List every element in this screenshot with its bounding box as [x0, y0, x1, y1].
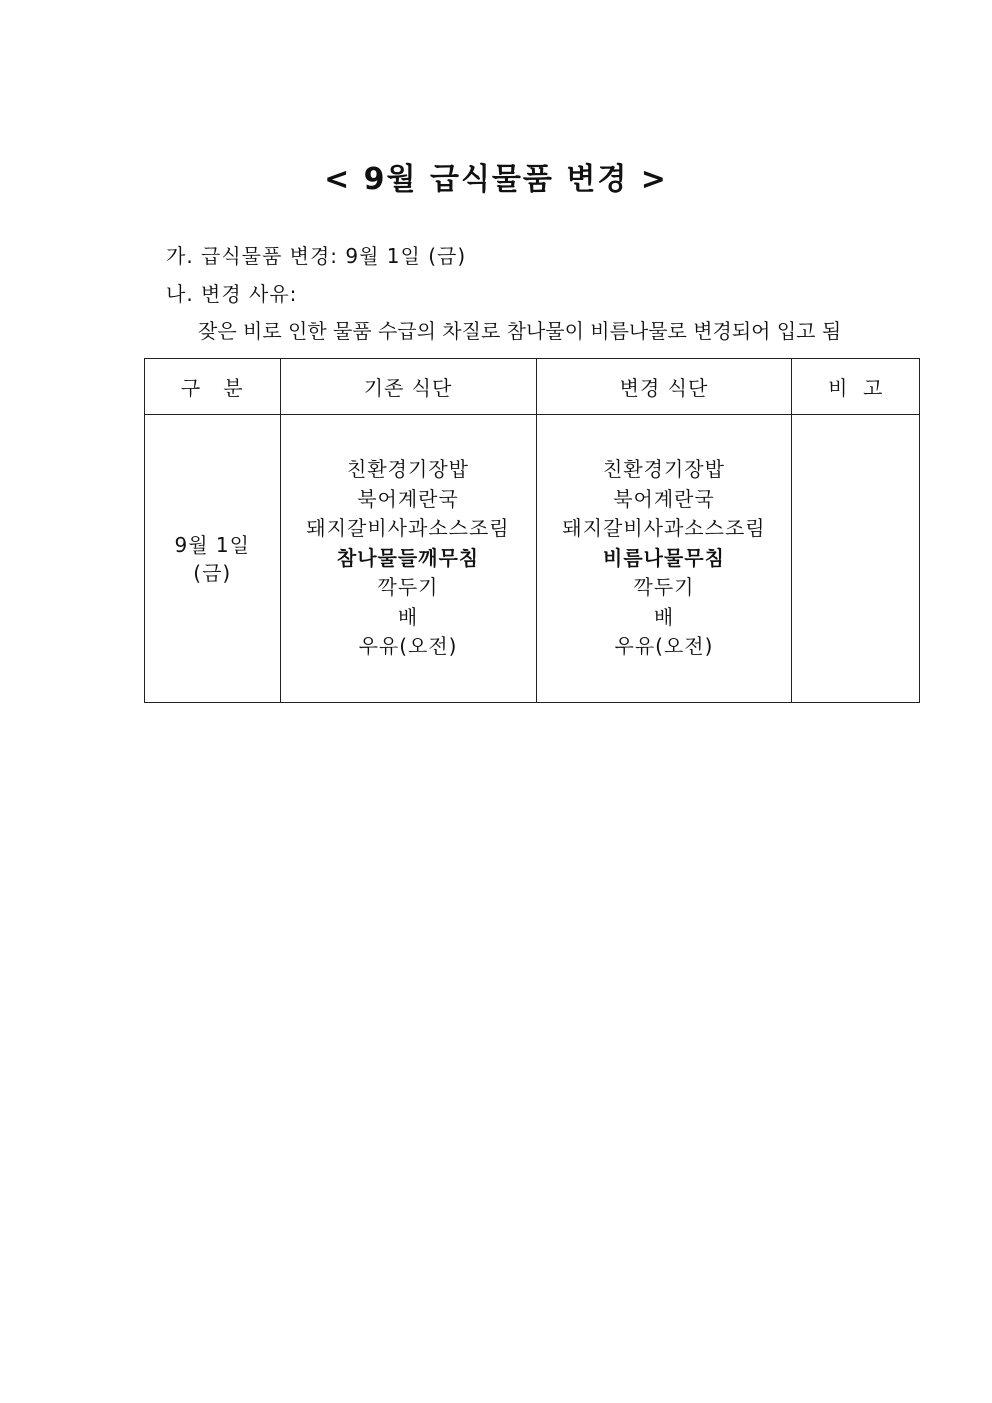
table-row	[145, 415, 920, 703]
header-original-menu: 기존 식단	[280, 359, 536, 415]
item-a-change-date: 가. 급식물품 변경: 9월 1일 (금)	[166, 244, 467, 268]
menu-item: 북어계란국	[613, 486, 715, 511]
document-title: < 9월 급식물품 변경 >	[324, 162, 668, 197]
menu-item: 북어계란국	[357, 486, 459, 511]
menu-item: 우유(오전)	[614, 634, 714, 659]
menu-item: 깍두기	[633, 575, 695, 600]
date-cell	[145, 415, 281, 703]
menu-item: 돼지갈비사과소스조림	[562, 516, 766, 541]
changed-menu-list	[537, 455, 792, 662]
menu-item: 우유(오전)	[358, 634, 458, 659]
original-menu-list	[281, 455, 536, 662]
weekday-text: (금)	[193, 560, 232, 585]
header-category: 구 분	[145, 359, 281, 415]
remarks-cell	[792, 415, 920, 703]
menu-item: 깍두기	[377, 575, 439, 600]
menu-item: 친환경기장밥	[347, 457, 469, 482]
header-remarks: 비 고	[792, 359, 920, 415]
item-b-change-reason-label: 나. 변경 사유:	[166, 282, 298, 306]
menu-item: 친환경기장밥	[603, 457, 725, 482]
table-header-row	[145, 359, 920, 415]
change-reason-text: 잦은 비로 인한 물품 수급의 차질로 참나물이 비름나물로 변경되어 입고 됨	[198, 319, 842, 343]
original-menu-cell	[280, 415, 536, 703]
header-changed-menu: 변경 식단	[536, 359, 792, 415]
menu-item: 배	[653, 604, 675, 629]
changed-menu-cell	[536, 415, 792, 703]
menu-item: 돼지갈비사과소스조림	[306, 516, 510, 541]
date-text: 9월 1일	[174, 532, 250, 557]
menu-change-table	[144, 358, 920, 703]
menu-item: 참나물들깨무침	[336, 545, 480, 570]
menu-item: 배	[397, 604, 419, 629]
menu-item: 비름나물무침	[603, 545, 725, 570]
